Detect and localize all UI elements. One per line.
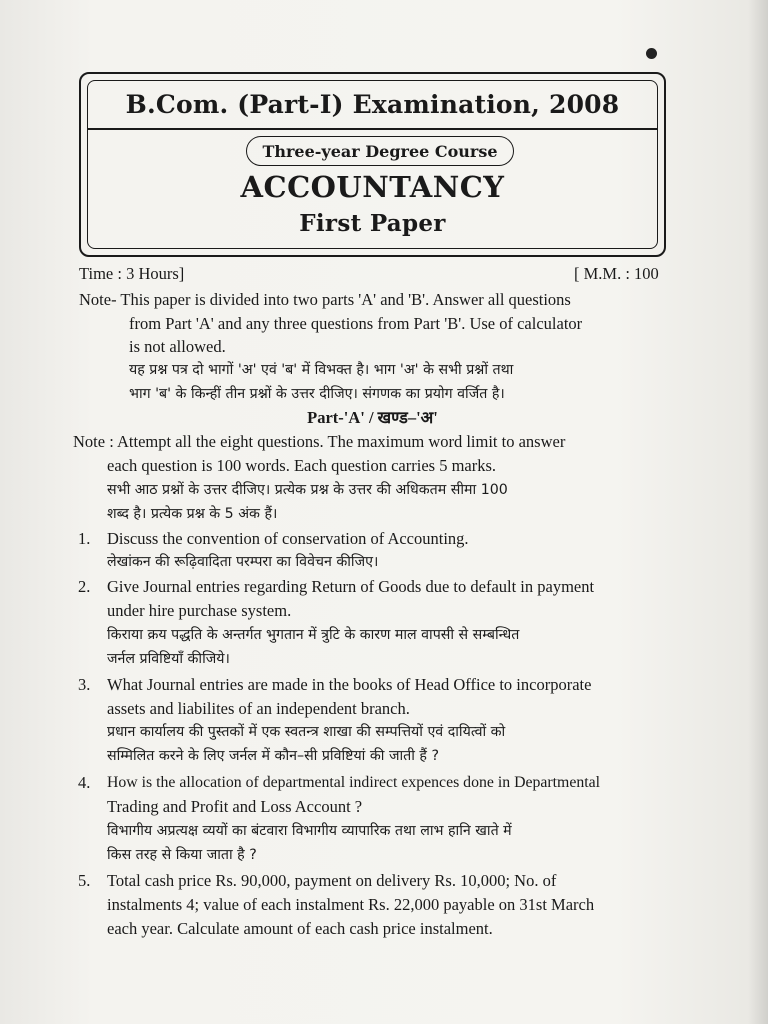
question-4-number: 4.	[78, 773, 91, 792]
question-2-number: 2.	[78, 577, 91, 596]
note-hindi-line-2: भाग 'ब' के किन्हीं तीन प्रश्नों के उत्तर दीजिए। संगणक का प्रयोग वर्जित है।	[129, 386, 505, 402]
part-a-note-line-2: each question is 100 words. Each question carries 5 marks.	[107, 456, 497, 475]
exam-title: B.Com. (Part-I) Examination, 2008	[125, 89, 620, 119]
question-2-text-2: under hire purchase system.	[107, 601, 292, 620]
page-edge-shadow	[748, 0, 768, 1024]
question-1-hindi: लेखांकन की रूढ़िवादिता परम्परा का विवेचन कीजिए।	[107, 554, 379, 570]
question-2-text-1: Give Journal entries regarding Return of Goods due to default in payment	[107, 577, 595, 596]
paper-title: First Paper	[299, 210, 446, 237]
question-2-hindi-2: जर्नल प्रविष्टियाँ कीजिये।	[107, 651, 230, 667]
question-4-text-2: Trading and Profit and Loss Account ?	[107, 797, 363, 816]
ink-spot	[646, 48, 657, 59]
question-4-hindi-1: विभागीय अप्रत्यक्ष व्ययों का बंटवारा विभागीय व्यापारिक तथा लाभ हानि खाते में	[107, 823, 512, 839]
exam-title-band	[87, 80, 658, 130]
question-1-number: 1.	[78, 529, 91, 548]
note-hindi-line-1: यह प्रश्न पत्र दो भागों 'अ' एवं 'ब' में विभक्त है। भाग 'अ' के सभी प्रश्नों तथा	[129, 362, 514, 378]
note-line-3: is not allowed.	[129, 337, 226, 356]
question-3-hindi-2: सम्मिलित करने के लिए जर्नल में कौन–सी प्रविष्टियां की जाती हैं ?	[107, 748, 439, 764]
note-line-1: Note- This paper is divided into two parts 'A' and 'B'. Answer all questions	[79, 290, 571, 309]
max-marks-label: [ M.M. : 100	[574, 264, 659, 283]
question-3-text-1: What Journal entries are made in the books of Head Office to incorporate	[107, 675, 592, 694]
question-3-hindi-1: प्रधान कार्यालय की पुस्तकों में एक स्वतन्त्र शाखा की सम्पत्तियों एवं दायित्वों को	[107, 724, 506, 740]
time-label: Time : 3 Hours]	[79, 264, 185, 283]
question-5-text-3: each year. Calculate amount of each cash price instalment.	[107, 919, 493, 938]
question-5-text-1: Total cash price Rs. 90,000, payment on delivery Rs. 10,000; No. of	[107, 871, 557, 890]
part-a-heading: Part-'A' / खण्ड–'अ'	[307, 408, 438, 427]
part-a-note-line-1: Note : Attempt all the eight questions. The maximum word limit to answer	[73, 432, 566, 451]
question-2-hindi-1: किराया क्रय पद्धति के अन्तर्गत भुगतान में त्रुटि के कारण माल वापसी से सम्बन्धित	[107, 627, 520, 643]
question-3-text-2: assets and liabilites of an independent branch.	[107, 699, 410, 718]
subject-title: ACCOUNTANCY	[240, 170, 505, 204]
question-5-text-2: instalments 4; value of each instalment Rs. 22,000 payable on 31st March	[107, 895, 595, 914]
course-label: Three-year Degree Course	[246, 136, 514, 166]
question-5-number: 5.	[78, 871, 91, 890]
question-4-text-1: How is the allocation of departmental indirect expences done in Departmental	[107, 774, 601, 791]
question-4-hindi-2: किस तरह से किया जाता है ?	[107, 847, 257, 863]
question-3-number: 3.	[78, 675, 91, 694]
part-a-note-hindi-2: शब्द है। प्रत्येक प्रश्न के 5 अंक हैं।	[107, 506, 278, 522]
part-a-note-hindi-1: सभी आठ प्रश्नों के उत्तर दीजिए। प्रत्येक प्रश्न के उत्तर की अधिकतम सीमा 100	[107, 482, 508, 498]
question-1-text: Discuss the convention of conservation of Accounting.	[107, 529, 469, 548]
note-line-2: from Part 'A' and any three questions from Part 'B'. Use of calculator	[129, 314, 583, 333]
